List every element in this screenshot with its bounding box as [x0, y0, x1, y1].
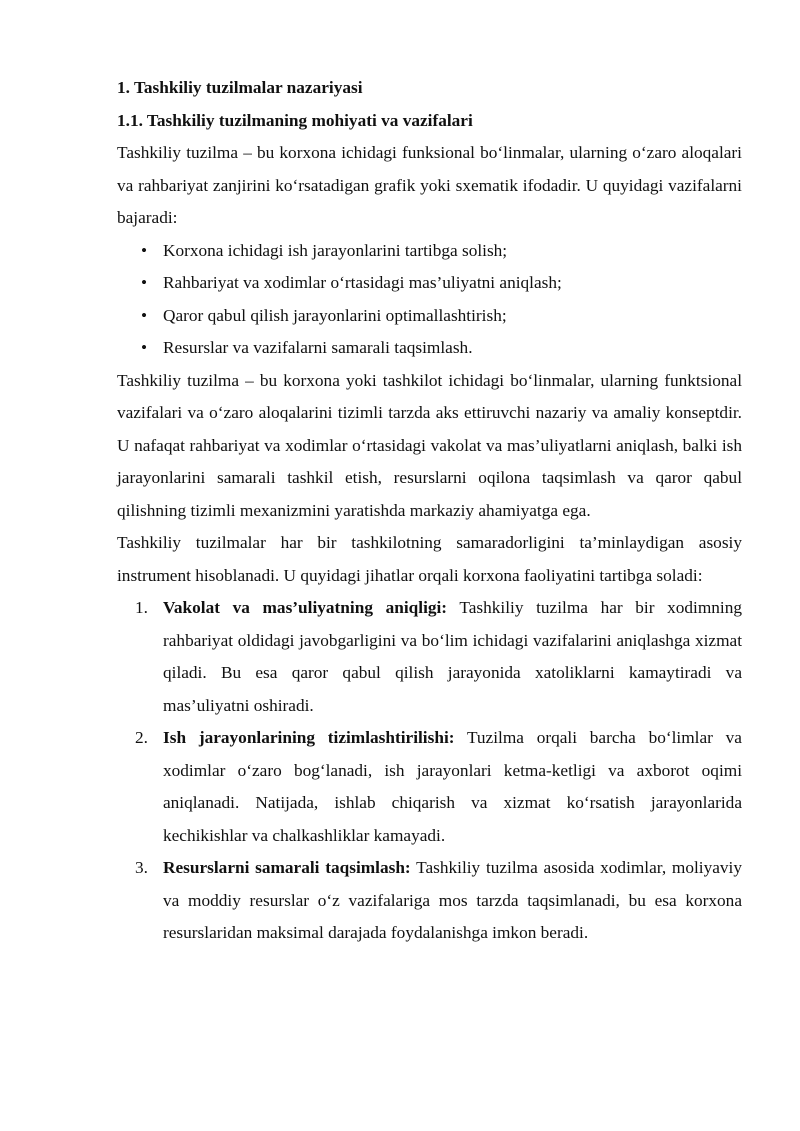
numbered-item — [135, 722, 742, 852]
bullet-item — [141, 267, 742, 300]
bullet-icon: • — [141, 305, 148, 325]
numbered-item — [135, 592, 742, 722]
bullet-icon: • — [141, 273, 148, 292]
item-number: 3. — [135, 858, 148, 877]
body-paragraph: Tashkiliy tuzilma – bu korxona yoki tashkilot ichidagi boʻlinmalar, ularning funktsional vazifalari va oʻzaro aloqalarini tizimli tarzda aks ettiruvchi nazariy va amaliy konseptdir. U nafaqat rahbariyat va xodimlar oʻrtasidagi vakolat va mas’uliyatlarni aniqlash, balki ish jarayonlarini samarali tashkil etish, resurslarni oqilona taqsimlash va qaror qabul qilishning tizimli mexanizmini yaratishda markaziy ahamiyatga ega. — [117, 370, 742, 520]
bullet-icon: • — [141, 338, 148, 357]
item-title: Vakolat va mas’uliyatning aniqligi: — [163, 598, 448, 617]
item-title: Resurslarni samarali taqsimlash: — [163, 858, 411, 877]
bullet-text: Resurslar va vazifalarni samarali taqsimlash. — [163, 338, 473, 357]
bullet-item — [141, 332, 742, 365]
bullet-text: Rahbariyat va xodimlar oʻrtasidagi mas’uliyatni aniqlash; — [163, 273, 562, 292]
intro-paragraph: Tashkiliy tuzilma – bu korxona ichidagi funksional boʻlinmalar, ularning oʻzaro aloqalari va rahbariyat zanjirini koʻrsatadigan grafik yoki sxematik ifodadir. U quyidagi vazifalarni bajaradi: — [117, 143, 742, 227]
bullet-icon: • — [141, 240, 148, 260]
bullet-list — [117, 235, 742, 365]
numbered-item — [135, 852, 742, 950]
bullet-item — [141, 300, 742, 333]
bullet-text: Qaror qabul qilish jarayonlarini optimallashtirish; — [163, 305, 507, 325]
bullet-item — [141, 235, 742, 268]
body-paragraph: Tashkiliy tuzilmalar har bir tashkilotning samaradorligini ta’minlaydigan asosiy instrument hisoblanadi. U quyidagi jihatlar orqali korxona faoliyatini tartibga soladi: — [117, 533, 742, 585]
item-text: Tashkiliy tuzilma asosida xodimlar, moliyaviy va moddiy resurslar oʻz vazifalariga mos tarzda taqsimlanadi, bu esa korxona resurslaridan maksimal darajada foydalanishga imkon beradi. — [163, 858, 742, 942]
section-heading: 1. Tashkiliy tuzilmalar nazariyasi — [117, 78, 363, 97]
item-number: 1. — [135, 598, 148, 617]
item-text: Tashkiliy tuzilma har bir xodimning rahbariyat oldidagi javobgarligini va boʻlim ichidagi vazifalarini aniqlashga xizmat qiladi. Bu esa qaror qabul qilish jarayonida xatoliklarni kamaytiradi va mas’uliyatni oshiradi. — [163, 598, 742, 715]
subsection-heading: 1.1. Tashkiliy tuzilmaning mohiyati va vazifalari — [117, 110, 473, 130]
numbered-list — [117, 592, 742, 950]
bullet-text: Korxona ichidagi ish jarayonlarini tartibga solish; — [163, 240, 508, 260]
item-text: Tuzilma orqali barcha boʻlimlar va xodimlar oʻzaro bogʻlanadi, ish jarayonlari ketma-ketligi va axborot oqimi aniqlanadi. Natijada, ishlab chiqarish va xizmat koʻrsatish jarayonlarida kechikishlar va chalkashliklar kamayadi. — [163, 728, 742, 845]
item-number: 2. — [135, 728, 148, 747]
item-title: Ish jarayonlarining tizimlashtirilishi: — [163, 728, 455, 747]
